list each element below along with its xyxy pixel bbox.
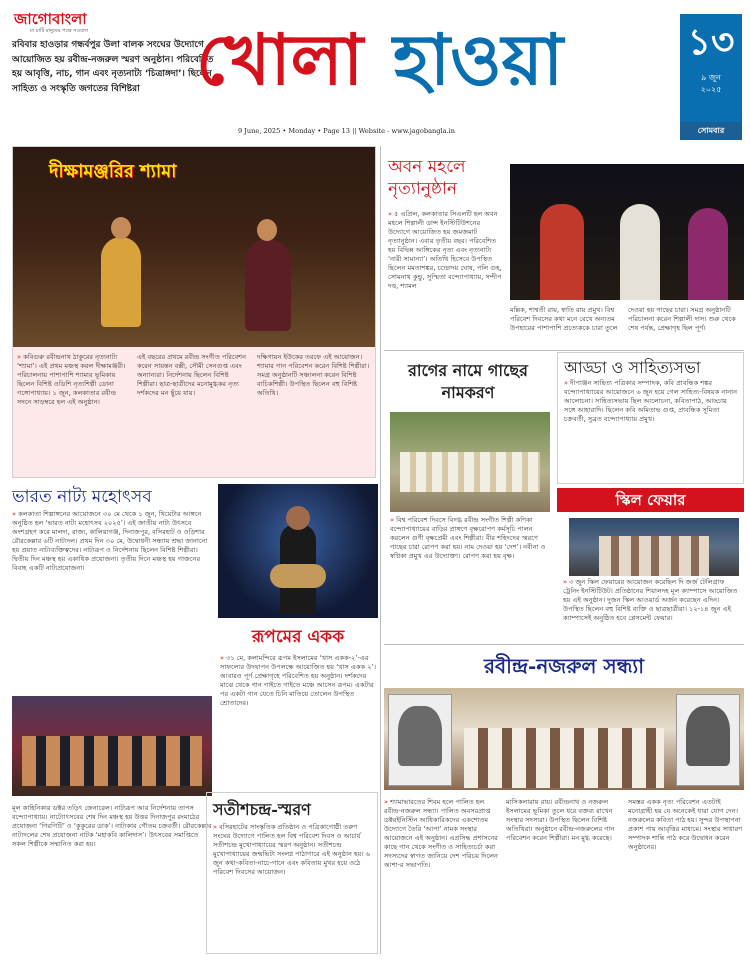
lead-text: রবিবার হাওড়ার গন্ধর্বপুর উলা বালক সংঘের উদ্যোগে আয়োজিত হয় রবীন্দ্র-নজরুল স্মরণ অনুষ্ঠান। পরিবেশিত হয় আবৃত্তি, নাচ, গান এবং নৃত্যনাট্য ‘চিত্রাঙ্গদা’। ছিলেন সাহিত্য ও সংস্কৃতি জগতের বিশিষ্টরা	[12, 40, 214, 94]
row-divider-2	[384, 644, 744, 645]
rabindra-body-2: মাসিকলারায় রায়। রবীন্দ্রনাথ ও নজরুল ইসলামের ভূমিকা তুলে ধরে বক্তব্য রাখেন সংস্থার সদস্যরা। উপস্থিত ছিলেন বিশিষ্ট অতিথিরা। অনুষ্ঠানে রবীন্দ্র-নজরুলের গান পরিবেশন করেন শিল্পীরা। মন মুগ্ধ করেছে।	[506, 798, 615, 842]
rabindra-photo	[384, 688, 744, 790]
aban-headline: অবন মহলে নৃত্যানুষ্ঠান	[388, 157, 466, 199]
natya-body-2: মূল কাহিনিকার ডক্টর তড়িৎ জেনারেল। নাট্যরূপ আর নির্দেশনায় তাপস বন্দ্যোপাধ্যায়। নাট্যোৎসবের শেষ দিন মঞ্চস্থ হয় উত্তর দিনাজপুর রংমাঠের প্রযোজনা ‘গিরগিটি’ ও ‘কুকুরের ডাক’। নাট্যকার গৌতম চক্রবর্তী। রৌরকেল্লার নাট্যদলের শেষ প্রযোজনা নাটক ‘মহাকবি কালিদাস’। উৎসবের সমাপ্তিতে সকল শিল্পীকে সম্মানিত করা হয়।	[12, 804, 212, 848]
logo-tagline: মা মাটি মানুষের পক্ষে সওয়াল	[30, 28, 89, 34]
rabindra-headline: রবীন্দ্র-নজরুল সন্ধ্যা	[483, 654, 645, 678]
raag-photo	[390, 412, 550, 512]
rabindra-body-1: » শ্যামাভারতের শিবম হলে পালিত হল রবীন্দ্র-নজরুল সন্ধ্যা। পালিত অবসরপ্রাপ্ত ডক্টরইনিস্টিন আধিকারিকদের একশোতম উদ্যোগে তৈরি ‘আপা’ নামক সংস্থার আয়োজনে এই অনুষ্ঠান। এপ্রসিদ্ধ প্রশাসনের কাছে গান থেকে সংগীত ও সাহিত্যচর্চা করা সদস্যদের স্বাগত জানিয়ে দেশ পরিচয় দিলেন আশা-র সভাপতি।	[384, 798, 498, 869]
satish-headline: সতীশচন্দ্র-স্মরণ	[213, 800, 311, 819]
story-aban	[384, 146, 744, 348]
page-number: ১৩	[687, 21, 735, 63]
column-divider	[380, 146, 381, 954]
aban-body: » ৫ এপ্রিল, কলকাতার সিএলটি হল অবন মহলে শিল্পালী ডান্স ইনস্টিটিউশনের উদ্যোগে আয়োজিত হয় জমজমাট নৃত্যানুষ্ঠান। এবার তৃতীয় বছর। পরিবেশিত হয় বিভিন্ন আঙ্গিকের নৃত্য এবং নৃত্যনাট্য ‘নারী সামান্যা’। অতিথি হিসেবে উপস্থিত ছিলেন মমতাশঙ্কর, চন্দ্রোদয় ঘোষ, পলি গুহ, সোমনাথ কুন্ডু, সুস্মিতা বন্দ্যোপাধ্যায়, সন্দীপ দত্ত, শ্যামল	[388, 210, 502, 290]
shyama-body-1: » কবিগুরু রবীন্দ্রনাথ ঠাকুরের নৃত্যনাট্য ‘শ্যামা’। এই প্রথম মঞ্চস্থ করল দীক্ষামঞ্জরী। পরিচালনায় পাশাপাশি শ্যামার ভূমিকায় ছিলেন বিশিষ্ট ওডিশি নৃত্যশিল্পী ডোনা গঙ্গোপাধ্যায়। ১ জুন, কলকাতার রবীন্দ্র সদনে সাড়ম্বরে হল এই অনুষ্ঠান।	[17, 353, 126, 406]
rupam-body: » ৩১ মে, কলামন্দিরে রূপম ইসলামের ‘খাস একক-২’-এর সাফল্যের উদযাপন উপলক্ষে আয়োজিত হয় ‘খাস একক ২’। আবারও পূর্ণ প্রেক্ষাগৃহে পরিবেশিত হয় অনুষ্ঠান। দর্শকদের মাঝে থেকে গান গাইতে গাইতে মঞ্চে আসেন রূপম। একটার পর একটা গান যেতে চিনি মাতিয়ে তোলেন উপস্থিত শ্রোতাদের।	[220, 654, 376, 707]
raag-headline: রাগের নামে গাছের নামকরণ	[408, 361, 528, 402]
title-red: খোলা	[196, 18, 364, 101]
page-day: সোমবার	[680, 122, 742, 140]
shyama-headline: দীক্ষামঞ্জরির শ্যামা	[49, 161, 177, 182]
story-rupam	[218, 484, 378, 786]
logo: জাগোবাংলা	[14, 10, 87, 28]
story-adda	[557, 352, 744, 484]
raag-body: » বিশ্ব পরিবেশ দিবসে বিদগ্ধ রবীন্দ্র সংগীত শিল্পী কণিকা বন্দ্যোপাধ্যায়ের বাড়ির প্রাঙ্গণে বৃক্ষরোপণ কর্মসূচি পালন করলেন গুণী বৃক্ষপ্রেমী এবং শিল্পীরা। বীর শহিদদের স্মরণে গাছের চারা রোপণ করা হয়। নাম দেওয়া হয় ‘দেশ’। নবীনা ও স্বপ্নিকা প্রমুখ এর উদ্যোক্তা। রোপণ করা হয় বৃক্ষ।	[390, 516, 546, 560]
story-natya	[12, 484, 212, 954]
page-badge	[680, 14, 742, 140]
story-skill	[557, 486, 744, 642]
masthead	[0, 0, 750, 142]
rupam-headline: রূপমের একক	[251, 627, 345, 647]
adda-headline: আড্ডা ও সাহিত্যসভা	[564, 358, 701, 377]
dateline: 9 June, 2025 • Monday • Page 13 || Website - www.jagobangla.in	[238, 127, 455, 135]
rupam-photo	[218, 484, 378, 618]
shyama-body-2: এই বছরের প্রথমে রবীন্দ্র সংগীত পরিবেশন করেন সায়ন্তন বক্সী, সৌমী সেনগুপ্ত এবং অন্যান্যরা। নির্দেশনায় ছিলেন বিশিষ্ট শিল্পীরা। ছাত্র-ছাত্রীদের মনোমুগ্ধকর নৃত্য দর্শকদের মন ছুঁয়ে যায়।	[137, 353, 247, 397]
natya-body-1: » কলকাতা শিল্পাঙ্গনের আয়োজনে ৩০ মে থেকে ১ জুন, থিয়েটার আঙ্গনে অনুষ্ঠিত হল ‘ভারত নাট্য মহোৎসব ২০২৫’। এই জাতীয় নাট্য উৎসবে অংশগ্রহণ করে মালদা, রাজ্য, কালিয়াগঞ্জ, দিনাজপুর, বসিরহাট ও ওড়িশার রৌরকেল্লার ৬টি নাট্যদল। প্রথম দিন ৩০ মে, উদ্বোধনী সন্ধ্যায় শ্রদ্ধা জানানো হয় প্রয়াত নাট্যব্যক্তিত্বদের। নাট্যরূপ ও নির্দেশনায় ছিলেন বিশিষ্ট শিল্পীরা। দ্বিতীয় দিন মঞ্চস্থ হয় একাধিক প্রযোজনা। তৃতীয় দিনে মঞ্চস্থ হয় গাজনের বিবাহ একটি নাট্যপ্রযোজনা।	[12, 510, 208, 572]
adda-body: » দীপাঞ্জন সাহিত্য পত্রিকার সম্পাদক, কবি প্রাবন্ধিক শঙ্কর বন্দ্যোপাধ্যায়ের আয়োজনে ৬ জুন হয়ে গেল সাহিত্য-বিষয়ক নানান আলোচনা। সাহিত্যসভায় ছিল আলোচনা, কবিতাপাঠ, আড্ডায় সঙ্গে আহারাদি। ছিলেন কবি অমিতাভ গুপ্ত, প্রাবন্ধিক সুমিতা চক্রবর্তী, সুব্রত বন্দ্যোপাধ্যায় প্রমুখ।	[564, 379, 738, 423]
rabindra-body-3: সমস্তর একক নৃত্য পরিবেশন এতটাই মনোগ্রাহী হয় যে অনেকেই ধারা যোগ দেন। নজরুলের কবিতা পাঠ হয়। সুন্দর উপস্থাপনা প্রকাশ পায় আবৃত্তির মাধ্যমে। সংস্থার সাধারণ সম্পাদক শান্তি পাঠ করে উদ্বোধন করেন অনুষ্ঠানের।	[628, 798, 743, 851]
skill-body: » ৩ জুন স্কিল ফেয়ারের আয়োজন করেছিল দি জর্জ টেলিগ্রাফ ট্রেনিং ইনস্টিটিউট। প্রতিষ্ঠানের শিয়ালদহ মূল ক্যাম্পাসে আয়োজিত হয় এই অনুষ্ঠান। দুজন স্কিল আওয়ার্ড অর্জন করেছেন এদিন। উপস্থিত ছিলেন বহু বিশিষ্ট ব্যক্তি ও ছাত্রছাত্রীরা। ১২-১৪ জুন এই ক্যাম্পাসেই অনুষ্ঠিত হবে প্লেসমেন্ট ফেয়ার।	[563, 578, 738, 622]
aban-caption-1: মল্লিক, শাশ্বতী রায়, স্বাতি রায় প্রমুখ। বিশ্ব পরিবেশ দিবসের কথা মনে রেখে অন্যতম উপহারের পাশাপাশি প্রত্যেককে চারা তুলে	[510, 306, 618, 332]
story-satish	[206, 792, 378, 954]
shyama-body-3: দক্ষিণায়ন ইউকের তরফে এই আয়োজন। শ্যামার গান পরিবেশন করেন বিশিষ্ট শিল্পীরা। সমগ্র অনুষ্ঠানটি সঞ্চালনা করেন বিশিষ্ট বাচিকশিল্পী। উপস্থিত ছিলেন বহু বিশিষ্ট অতিথি।	[257, 353, 370, 397]
aban-caption-2: দেওয়া হয় গাছের চারা। সমগ্র অনুষ্ঠানটি পরিচালনা করেন শিল্পালী দাস। শুরু থেকে শেষ পর্যন্ত, প্রেক্ষাগৃহ ছিল পূর্ণ।	[628, 306, 736, 332]
row-divider	[384, 350, 744, 351]
aban-photo	[510, 164, 744, 300]
natya-headline: ভারত নাট্য মহোৎসব	[12, 487, 152, 507]
satish-body: » বসিরহাটের সাংস্কৃতিক প্রতিষ্ঠান ও পত্রিকাগোষ্ঠী তরুণ সংঘের উদ্যোগে পালিত হল বিশ্ব পরিবেশ দিবস ও আচার্য সতীশচন্দ্র মুখোপাধ্যায়ের স্মরণ অনুষ্ঠান। সতীশচন্দ্র মুখোপাধ্যায়ের জন্মভিটা সংলগ্ন পাঠাগারে এই অনুষ্ঠান হয়। ৬ জুন কথা-কবিতা-নাচে-গানে এবং কবিতায় মুখর হয়ে ওঠে পরিবেশ দিবসের আয়োজন।	[213, 823, 371, 876]
skill-headline: স্কিল ফেয়ার	[557, 488, 744, 512]
title-blue: হাওয়া	[393, 18, 564, 101]
story-rabindra	[384, 648, 744, 954]
natya-photo	[12, 696, 212, 796]
skill-photo	[569, 518, 739, 576]
story-shyama	[12, 146, 376, 478]
story-raag	[384, 356, 552, 636]
page-date: ৯ জুন ২০২৫	[700, 73, 722, 94]
